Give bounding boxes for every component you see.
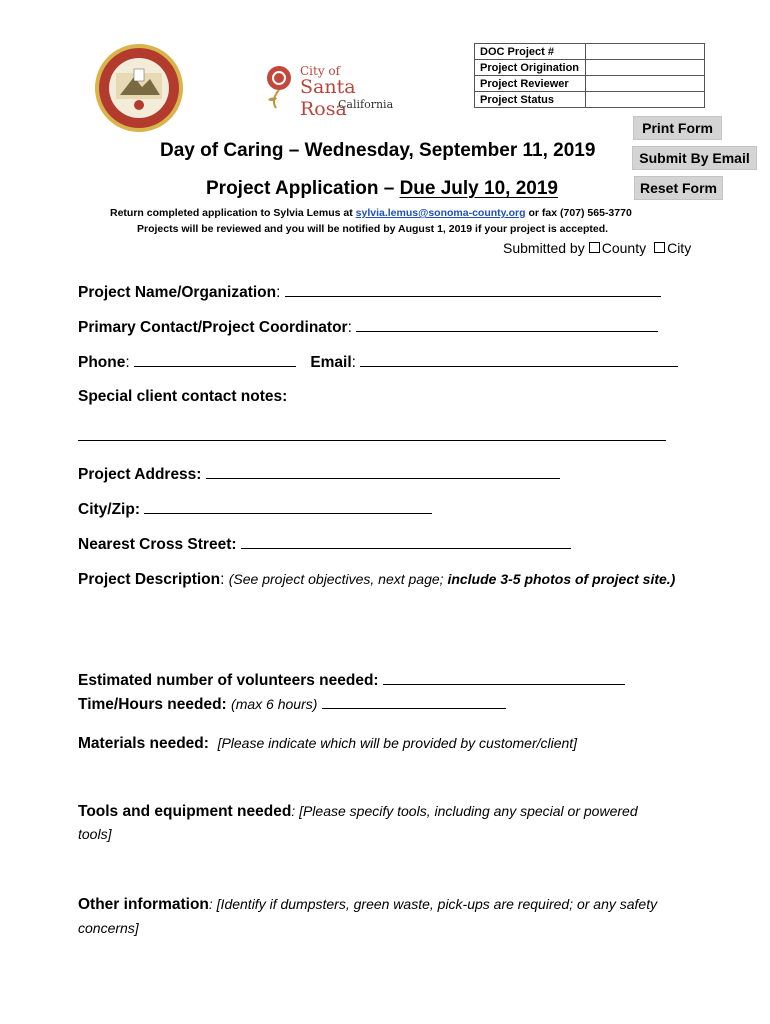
submitted-by-label: Submitted by bbox=[503, 240, 585, 256]
volunteers-row bbox=[78, 672, 625, 690]
city-zip-row bbox=[78, 501, 432, 519]
cross-street-row bbox=[78, 536, 571, 554]
return-instructions bbox=[110, 207, 632, 219]
project-address-input[interactable] bbox=[206, 466, 560, 479]
volunteers-input[interactable] bbox=[383, 672, 625, 685]
description-hint-photos: include 3-5 photos of project site.) bbox=[447, 571, 676, 587]
project-origination-field[interactable] bbox=[586, 60, 705, 76]
email-input[interactable] bbox=[360, 354, 678, 367]
materials-input[interactable] bbox=[78, 760, 678, 796]
other-info-input[interactable] bbox=[78, 944, 678, 1004]
reset-form-button[interactable]: Reset Form bbox=[634, 176, 723, 200]
county-seal-logo bbox=[94, 43, 184, 133]
rose-icon bbox=[262, 64, 296, 110]
return-suffix: or fax (707) 565-3770 bbox=[525, 207, 632, 219]
santa-rosa-text: Santa Rosa bbox=[300, 76, 356, 120]
county-label: County bbox=[601, 240, 647, 256]
project-name-label: Project Name/Organization bbox=[78, 284, 277, 301]
primary-contact-row: Primary Contact/Project Coordinator: bbox=[78, 319, 658, 337]
email-label: Email bbox=[310, 354, 352, 371]
other-info-label: Other information bbox=[78, 896, 209, 913]
phone-email-row: Phone: Email: bbox=[78, 354, 678, 372]
subtitle-prefix: Project Application – bbox=[206, 178, 400, 199]
phone-label: Phone bbox=[78, 354, 126, 371]
city-label: City bbox=[667, 240, 692, 256]
page-subtitle bbox=[206, 178, 558, 200]
tools-row bbox=[78, 803, 638, 821]
project-status-field[interactable] bbox=[586, 92, 705, 108]
tools-input[interactable] bbox=[78, 850, 678, 890]
doc-project-field[interactable] bbox=[586, 44, 705, 60]
materials-label: Materials needed: bbox=[78, 735, 209, 752]
tools-row-cont bbox=[78, 826, 111, 844]
doc-project-label: DOC Project # bbox=[475, 44, 586, 60]
table-row bbox=[475, 60, 705, 76]
other-info-hint-cont: concerns] bbox=[78, 920, 139, 936]
materials-hint: [Please indicate which will be provided by customer/client] bbox=[217, 735, 578, 751]
due-date: Due July 10, 2019 bbox=[399, 178, 558, 199]
project-name-row: Project Name/Organization: bbox=[78, 284, 661, 302]
review-note: Projects will be reviewed and you will be notified by August 1, 2019 if your project is accepted. bbox=[137, 223, 609, 235]
phone-input[interactable] bbox=[134, 354, 296, 367]
tools-hint: : [Please specify tools, including any special or powered bbox=[291, 803, 638, 819]
tools-label: Tools and equipment needed bbox=[78, 803, 292, 820]
table-row bbox=[475, 92, 705, 108]
time-hint: (max 6 hours) bbox=[231, 696, 318, 712]
description-hint: (See project objectives, next page; bbox=[228, 571, 448, 587]
time-hours-row bbox=[78, 696, 506, 714]
tools-hint-cont: tools] bbox=[78, 826, 112, 842]
primary-contact-input[interactable] bbox=[356, 319, 658, 332]
project-reviewer-field[interactable] bbox=[586, 76, 705, 92]
special-notes-label: Special client contact notes: bbox=[78, 388, 288, 405]
other-info-hint: : [Identify if dumpsters, green waste, pick-ups are required; or any safety bbox=[208, 896, 658, 912]
print-form-button[interactable]: Print Form bbox=[633, 116, 722, 140]
project-status-label: Project Status bbox=[475, 92, 586, 108]
project-origination-label: Project Origination bbox=[475, 60, 586, 76]
city-of-santa-rosa-logo bbox=[262, 62, 402, 120]
project-address-row bbox=[78, 466, 560, 484]
table-row bbox=[475, 76, 705, 92]
volunteers-label: Estimated number of volunteers needed: bbox=[78, 672, 379, 689]
project-name-input[interactable] bbox=[285, 284, 661, 297]
other-info-row-cont bbox=[78, 920, 139, 938]
city-zip-input[interactable] bbox=[144, 501, 432, 514]
county-checkbox[interactable] bbox=[589, 242, 600, 253]
other-info-row bbox=[78, 896, 657, 914]
cross-street-input[interactable] bbox=[241, 536, 571, 549]
special-notes-row bbox=[78, 388, 287, 406]
project-description-input[interactable] bbox=[78, 598, 678, 658]
project-reviewer-label: Project Reviewer bbox=[475, 76, 586, 92]
city-of-text: City of bbox=[300, 64, 341, 78]
city-checkbox[interactable] bbox=[654, 242, 665, 253]
cross-street-label: Nearest Cross Street: bbox=[78, 536, 237, 553]
project-description-row: Project Description: (See project objectives, next page; include 3-5 photos of project site.) bbox=[78, 571, 676, 588]
return-prefix: Return completed application to Sylvia Lemus at bbox=[110, 207, 356, 219]
materials-row bbox=[78, 735, 577, 753]
table-row bbox=[475, 44, 705, 60]
project-description-label: Project Description bbox=[78, 571, 221, 588]
time-hours-input[interactable] bbox=[322, 696, 506, 709]
time-hours-label: Time/Hours needed: bbox=[78, 696, 227, 713]
city-zip-label: City/Zip: bbox=[78, 501, 140, 518]
special-notes-input[interactable] bbox=[78, 440, 666, 441]
return-email-link[interactable]: sylvia.lemus@sonoma-county.org bbox=[355, 207, 526, 219]
submitted-by-group bbox=[503, 240, 691, 256]
submit-by-email-button[interactable]: Submit By Email bbox=[632, 146, 757, 170]
project-address-label: Project Address: bbox=[78, 466, 202, 483]
office-use-table bbox=[474, 43, 705, 108]
page-title: Day of Caring – Wednesday, September 11, 2019 bbox=[160, 140, 596, 161]
california-text: California bbox=[338, 98, 394, 111]
primary-contact-label: Primary Contact/Project Coordinator bbox=[78, 319, 348, 336]
